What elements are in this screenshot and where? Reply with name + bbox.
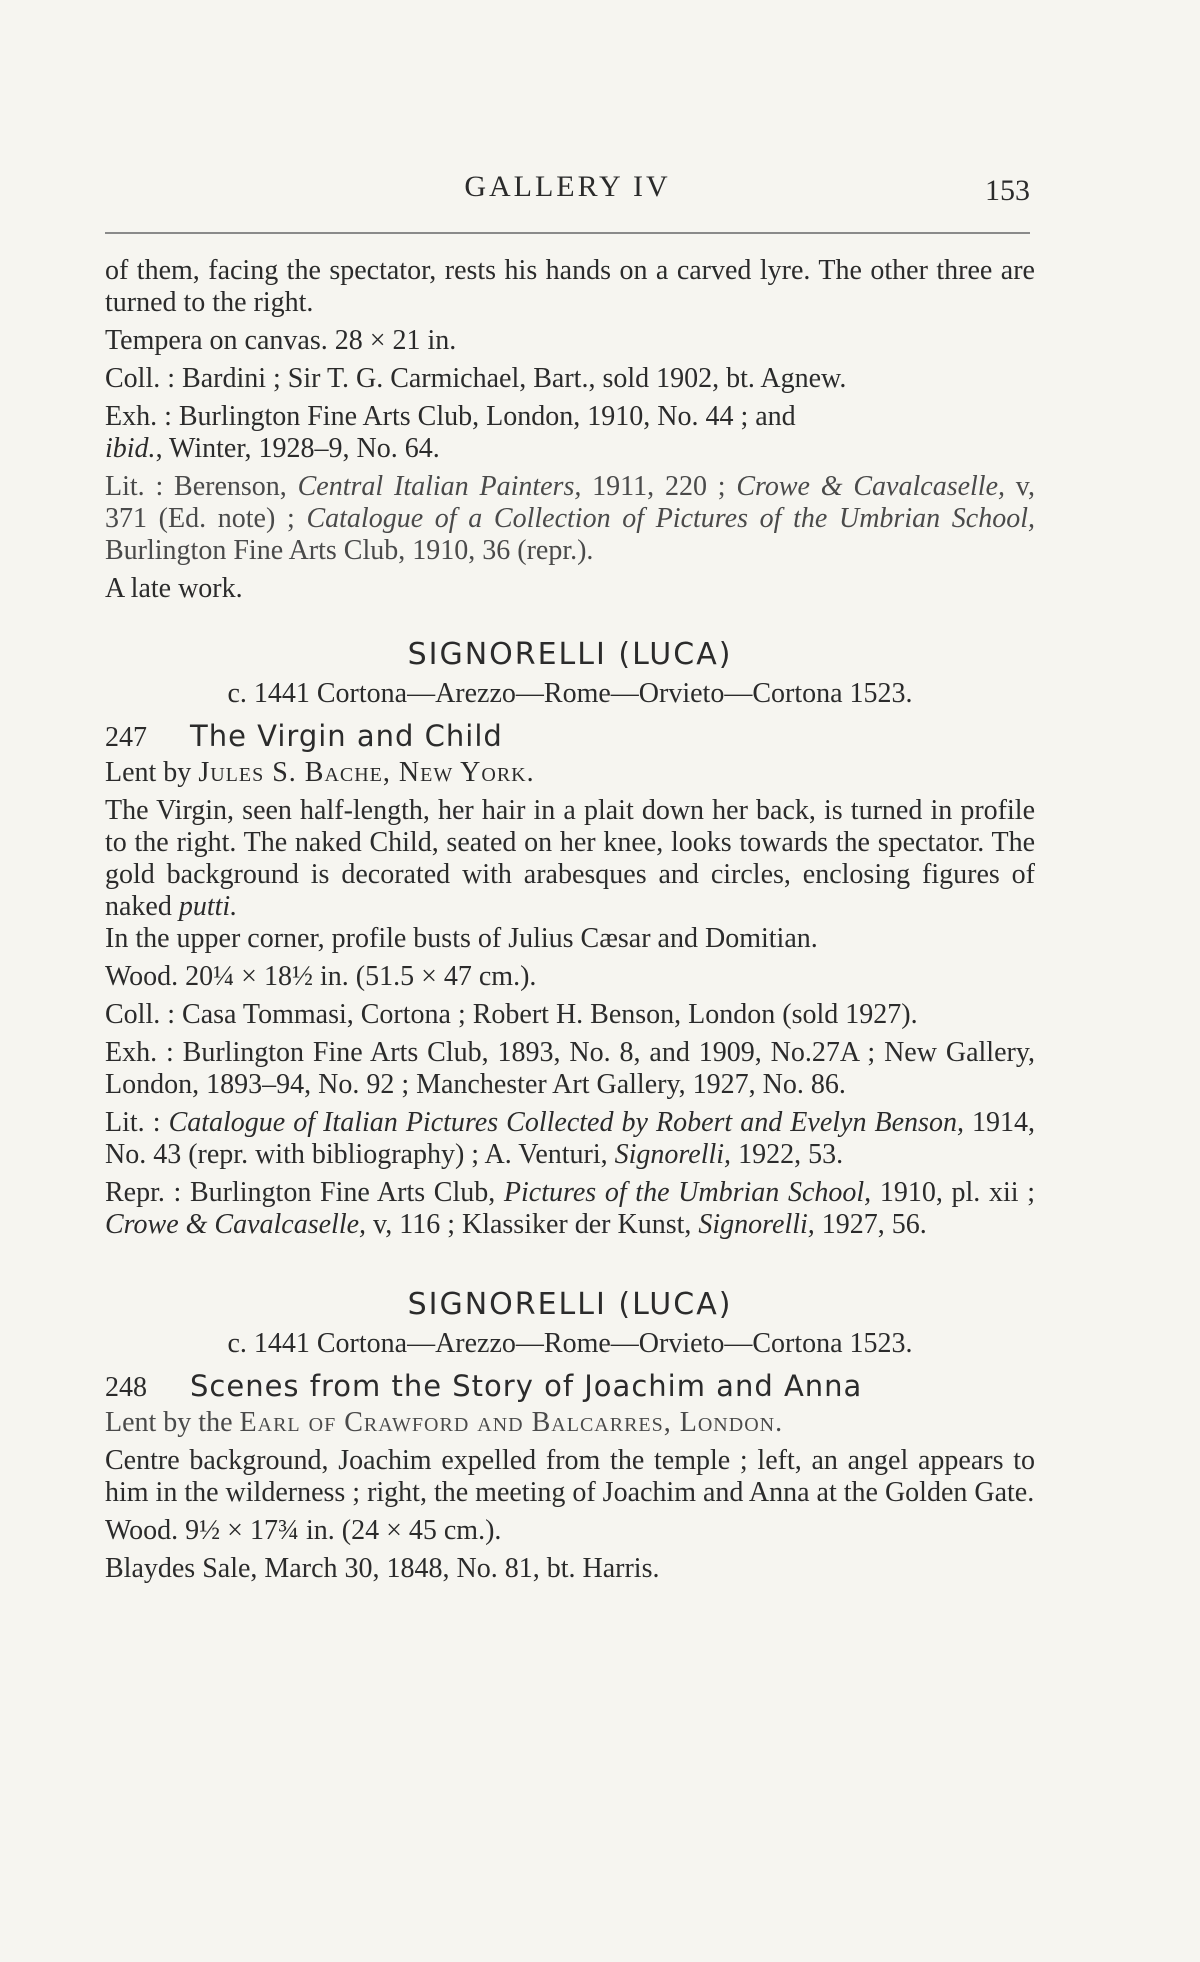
lender-prefix: Lent by the <box>105 1407 240 1438</box>
medium-line: Wood. 9½ × 17¾ in. (24 × 45 cm.). <box>105 1515 502 1546</box>
entry-number: 247 <box>105 722 147 753</box>
medium-line: Tempera on canvas. 28 × 21 in. <box>105 325 457 356</box>
repr-text: Repr. : Burlington Fine Arts Club, <box>105 1177 504 1208</box>
artist-heading: SIGNORELLI (LUCA) <box>407 1287 733 1322</box>
running-head <box>105 170 1030 210</box>
description <box>105 795 1035 955</box>
description-italic: putti. <box>178 891 238 922</box>
lit-text: 1911, 220 ; <box>581 471 737 502</box>
exh-text: Exh. : Burlington Fine Arts Club, London, 1910, No. 44 ; and <box>105 401 796 432</box>
exhibition-line <box>105 401 1035 465</box>
lender-prefix: Lent by <box>105 757 199 788</box>
entry-heading <box>105 717 1035 757</box>
sale-line: Blaydes Sale, March 30, 1848, No. 81, bt. Harris. <box>105 1553 660 1584</box>
repr-text: 1910, pl. xii ; <box>871 1177 1035 1208</box>
literature-line <box>105 471 1035 567</box>
note-line: A late work. <box>105 573 243 604</box>
lit-title: Signorelli, <box>614 1139 732 1170</box>
entry-title: Scenes from the Story of Joachim and Anna <box>190 1369 863 1403</box>
artist-dates: c. 1441 Cortona—Arezzo—Rome—Orvieto—Cortona 1523. <box>227 1328 913 1359</box>
artist-dates: c. 1441 Cortona—Arezzo—Rome—Orvieto—Cortona 1523. <box>227 678 913 709</box>
exhibition-line: Exh. : Burlington Fine Arts Club, 1893, No. 8, and 1909, No.27A ; New Gallery, London, 1893–94, No. 92 ; Manchester Art Gallery, 1927, No. 86. <box>105 1037 1035 1100</box>
artist-heading: SIGNORELLI (LUCA) <box>407 637 733 672</box>
lender-name: Earl of Crawford and Balcarres, London. <box>239 1407 784 1438</box>
entry-heading <box>105 1367 1035 1407</box>
lit-text: Lit. : Berenson, <box>105 471 298 502</box>
entry-title: The Virgin and Child <box>190 719 503 753</box>
lit-title: Catalogue of a Collection of Pictures of the Umbrian School, <box>306 503 1035 534</box>
lender-line <box>105 1407 1035 1439</box>
repr-title: Pictures of the Umbrian School, <box>503 1177 872 1208</box>
repr-text: v, 116 ; Klassiker der Kunst, <box>366 1209 699 1240</box>
description-text: The Virgin, seen half-length, her hair in a plait down her back, is turned in profile to the right. The naked Child, seated on her knee, looks towards the spectator. The gold background is decorated with arabesques and circles, enclosing figures of naked <box>105 795 1035 922</box>
lit-title: Crowe & Cavalcaselle, <box>736 471 1005 502</box>
medium-line: Wood. 20¼ × 18½ in. (51.5 × 47 cm.). <box>105 961 537 992</box>
lit-title: Catalogue of Italian Pictures Collected by Robert and Evelyn Benson, <box>168 1107 964 1138</box>
collection-line: Coll. : Bardini ; Sir T. G. Carmichael, Bart., sold 1902, bt. Agnew. <box>105 363 847 394</box>
reproduction-line <box>105 1177 1035 1241</box>
lit-text: 1922, 53. <box>731 1139 844 1170</box>
repr-title: Signorelli, <box>698 1209 815 1240</box>
entry-number: 248 <box>105 1372 147 1403</box>
exh-text-2: , Winter, 1928–9, No. 64. <box>155 433 440 464</box>
description-text: In the upper corner, profile busts of Julius Cæsar and Domitian. <box>105 923 818 954</box>
lender-name: Jules S. Bache, New York. <box>198 757 535 788</box>
page-number: 153 <box>985 174 1030 207</box>
lender-line <box>105 757 1035 789</box>
literature-line <box>105 1107 1035 1171</box>
lit-title: Central Italian Painters, <box>297 471 582 502</box>
exh-ibid: ibid. <box>105 433 156 464</box>
continued-description: of them, facing the spectator, rests his hands on a carved lyre. The other three are turned to the right. <box>105 255 1035 318</box>
lit-text: 1914, No. 43 (repr. with bibliography) ; A. Venturi, <box>105 1107 1036 1170</box>
page-body <box>105 255 1035 1585</box>
repr-text: 1927, 56. <box>814 1209 927 1240</box>
lit-text: v, 371 (Ed. note) ; <box>105 471 1035 534</box>
repr-title: Crowe & Cavalcaselle, <box>105 1209 367 1240</box>
lit-text: Lit. : <box>105 1107 169 1138</box>
description: Centre background, Joachim expelled from the temple ; left, an angel appears to him in the wilderness ; right, the meeting of Joachim and Anna at the Golden Gate. <box>105 1445 1035 1508</box>
header-rule <box>105 232 1030 234</box>
collection-line: Coll. : Casa Tommasi, Cortona ; Robert H. Benson, London (sold 1927). <box>105 999 918 1030</box>
page-title: GALLERY IV <box>464 170 671 203</box>
lit-text: Burlington Fine Arts Club, 1910, 36 (repr.). <box>105 535 594 566</box>
